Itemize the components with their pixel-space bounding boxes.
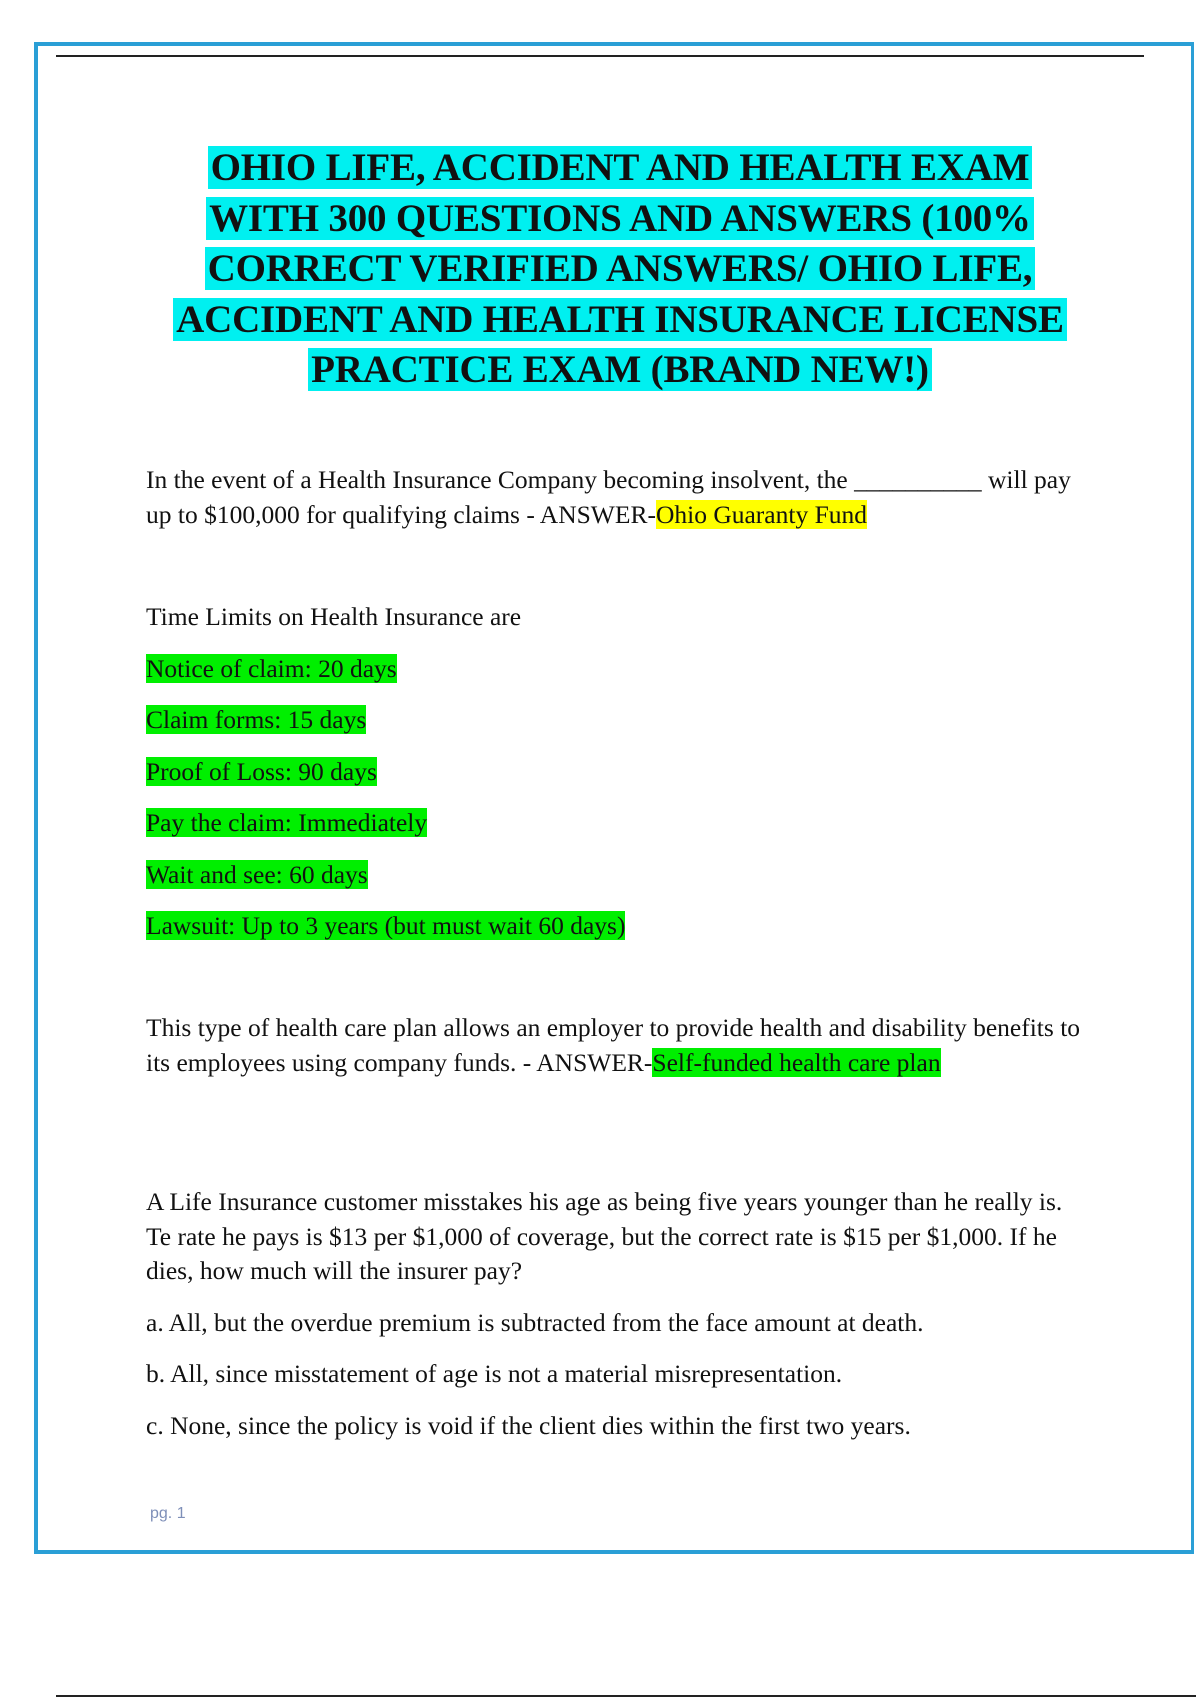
answer-option-a: a. All, but the overdue premium is subtracted from the face amount at death. <box>146 1307 924 1337</box>
time-limit-item: Lawsuit: Up to 3 years (but must wait 60 days) <box>146 911 626 940</box>
title-line-3: CORRECT VERIFIED ANSWERS/ OHIO LIFE, <box>205 247 1036 290</box>
title-line-2: WITH 300 QUESTIONS AND ANSWERS (100% <box>206 197 1034 240</box>
bottom-rule <box>56 1695 1196 1697</box>
question-1 <box>146 463 1086 532</box>
question-3-text: This type of health care plan allows an employer to provide health and disability benefits to its employees using company funds. - ANSWER- <box>146 1013 1081 1077</box>
time-limit-item: Wait and see: 60 days <box>146 859 368 889</box>
title-line-5: PRACTICE EXAM (BRAND NEW!) <box>308 348 932 391</box>
question-1-paragraph <box>146 463 1086 532</box>
question-4 <box>146 1185 1086 1460</box>
answer-option-c: c. None, since the policy is void if the client dies within the first two years. <box>146 1410 911 1440</box>
question-1-answer: Ohio Guaranty Fund <box>655 499 868 529</box>
question-1-text: In the event of a Health Insurance Company becoming insolvent, the __________ will pay up to $100,000 for qualifying claims - ANSWER- <box>146 465 1071 529</box>
page-number: pg. 1 <box>150 1505 186 1522</box>
document-title <box>130 143 1110 396</box>
time-limit-item: Pay the claim: Immediately <box>146 808 428 837</box>
question-4-text: A Life Insurance customer misstakes his age as being five years younger than he really is. Te rate he pays is $13 per $1,000 of coverage, but the correct rate is $15 per $1,000. If he dies, how much will the insurer pay? <box>146 1187 1063 1285</box>
time-limit-item: Claim forms: 15 days <box>146 705 367 734</box>
time-limit-item: Notice of claim: 20 days <box>146 653 397 683</box>
answer-option-b: b. All, since misstatement of age is not a material misrepresentation. <box>146 1359 843 1388</box>
question-3 <box>146 1011 1086 1080</box>
time-limit-item: Proof of Loss: 90 days <box>146 756 377 786</box>
title-line-1: OHIO LIFE, ACCIDENT AND HEALTH EXAM <box>208 146 1033 189</box>
question-2-text: Time Limits on Health Insurance are <box>146 602 522 631</box>
question-2 <box>146 600 1086 961</box>
question-3-paragraph <box>146 1011 1086 1080</box>
title-line-4: ACCIDENT AND HEALTH INSURANCE LICENSE <box>173 298 1067 341</box>
question-3-answer: Self-funded health care plan <box>652 1047 941 1077</box>
